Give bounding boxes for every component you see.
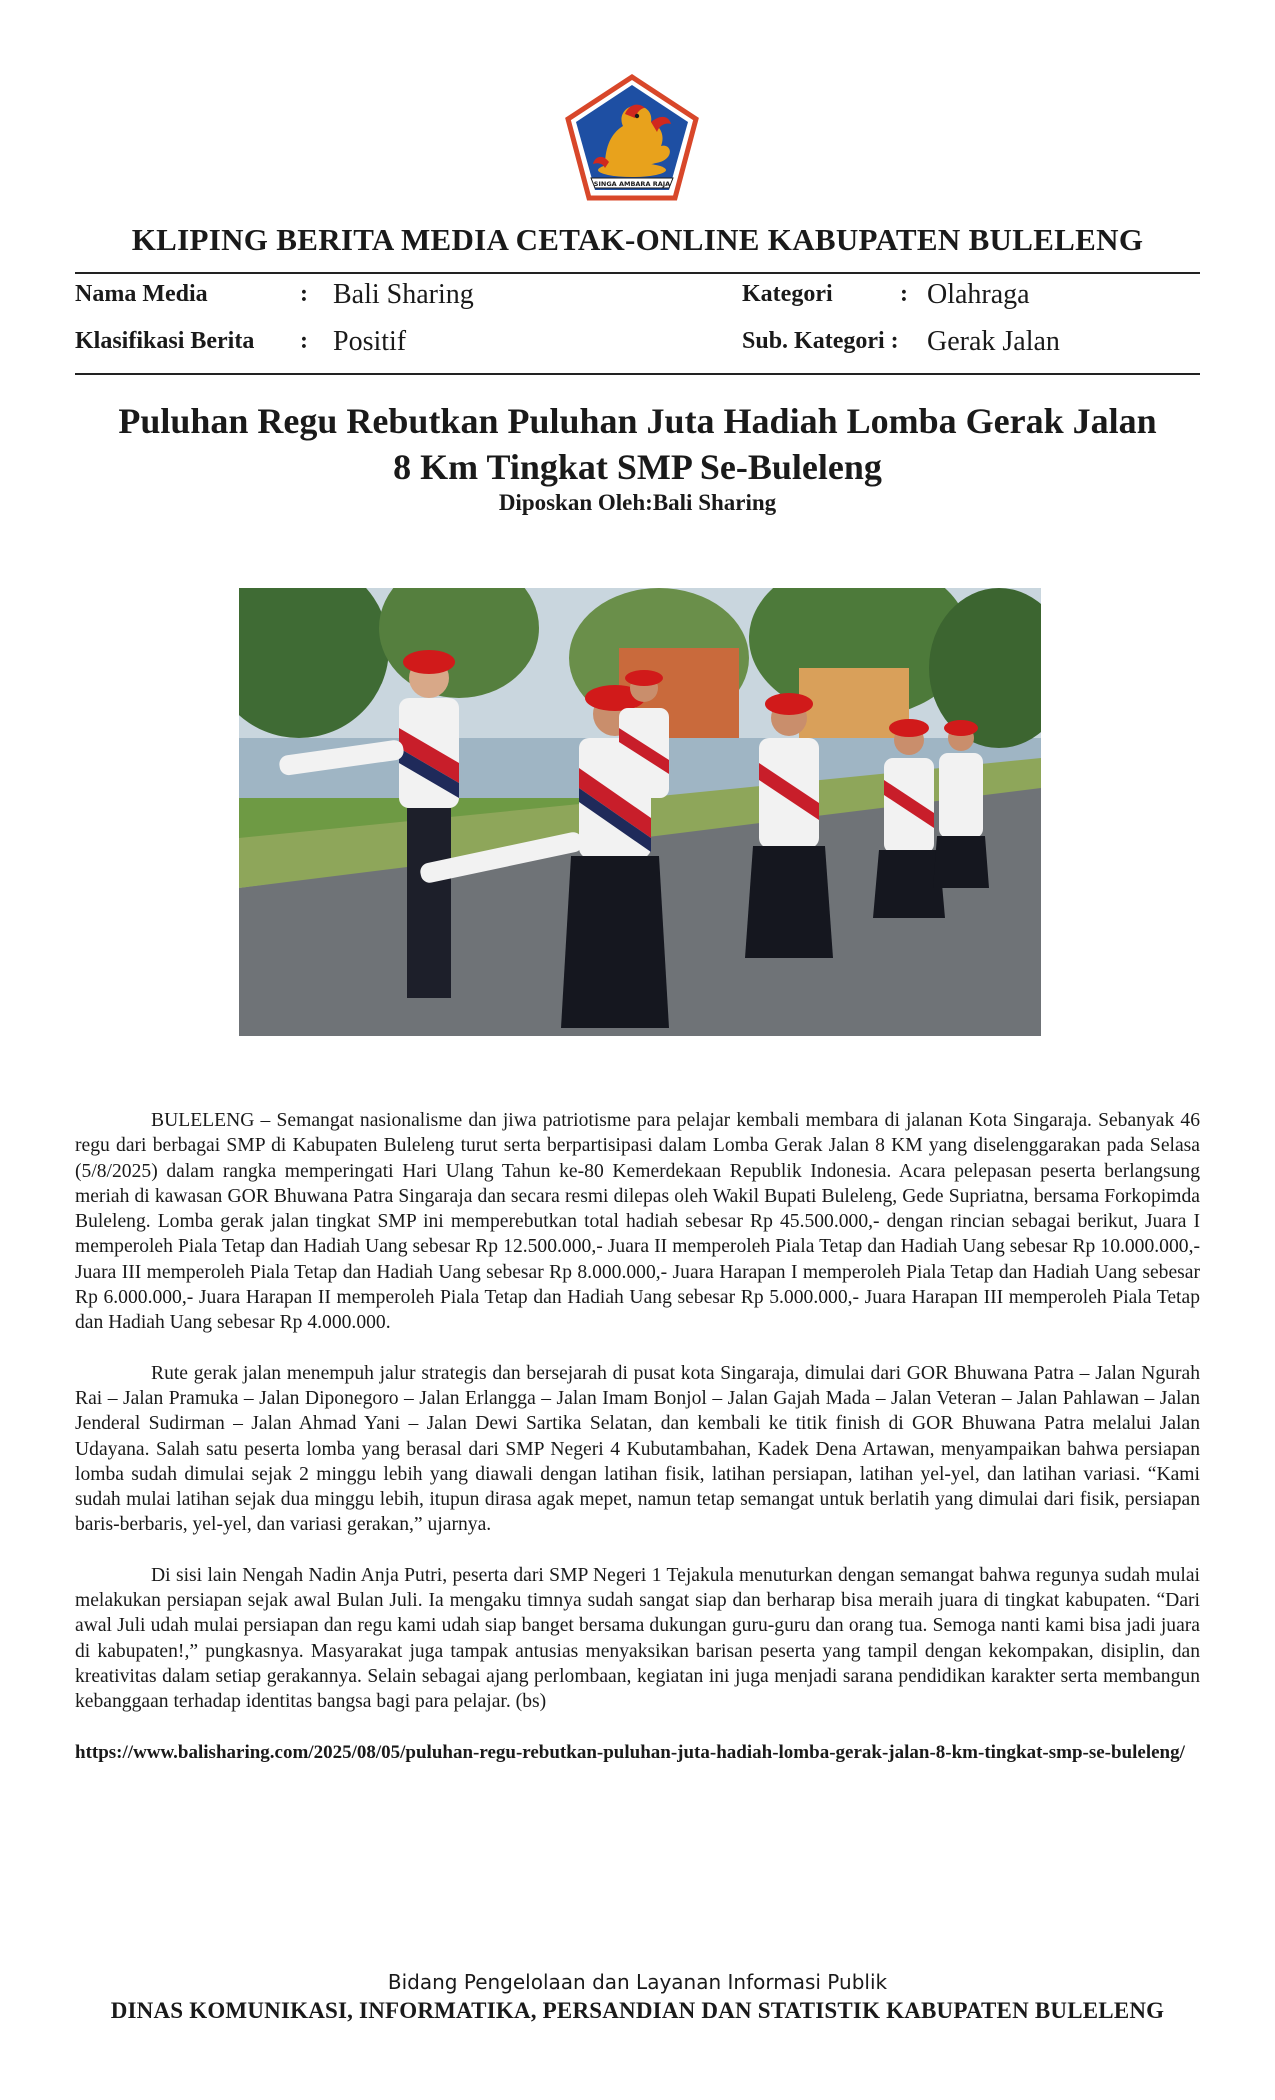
marching-students-photo (239, 588, 1041, 1036)
emblem-motto: SINGA AMBARA RAJA (593, 180, 671, 188)
category-label: Kategori (742, 281, 833, 307)
category-value: Olahraga (927, 279, 1030, 310)
headline-line-1: Puluhan Regu Rebutkan Puluhan Juta Hadiah Lomba Gerak Jalan (118, 401, 1157, 441)
subcategory-value: Gerak Jalan (927, 326, 1060, 357)
footer-division: Bidang Pengelolaan dan Layanan Informasi Publik (387, 1970, 888, 1994)
article-paragraph-1: BULELENG – Semangat nasionalisme dan jiwa patriotisme para pelajar kembali membara di jalanan Kota Singaraja. Sebanyak 46 regu dari berbagai SMP di Kabupaten Buleleng turut serta berpartisipasi dalam Lomba Gerak Jalan 8 KM yang diselenggarakan pada Selasa (5/8/2025) dalam rangka memperingati Hari Ulang Tahun ke-80 Kemerdekaan Republik Indonesia. Acara pelepasan peserta berlangsung meriah di kawasan GOR Bhuwana Patra Singaraja dan secara resmi dilepas oleh Wakil Bupati Buleleng, Gede Supriatna, bersama Forkopimda Buleleng. Lomba gerak jalan tingkat SMP ini memperebutkan total hadiah sebesar Rp 45.500.000,- dengan rincian sebagai berikut, Juara I memperoleh Piala Tetap dan Hadiah Uang sebesar Rp 12.500.000,- Juara II memperoleh Piala Tetap dan Hadiah Uang sebesar Rp 10.000.000,- Juara III memperoleh Piala Tetap dan Hadiah Uang sebesar Rp 8.000.000,- Juara Harapan I memperoleh Piala Tetap dan Hadiah Uang sebesar Rp 6.000.000,- Juara Harapan II memperoleh Piala Tetap dan Hadiah Uang sebesar Rp 5.000.000,- Juara Harapan III memperoleh Piala Tetap dan Hadiah Uang sebesar Rp 4.000.000. (75, 1110, 1200, 1334)
article-byline: Diposkan Oleh:Bali Sharing (498, 490, 777, 515)
media-value: Bali Sharing (333, 279, 474, 310)
article-body (75, 1108, 1200, 1765)
article-paragraph-2: Rute gerak jalan menempuh jalur strategis dan bersejarah di pusat kota Singaraja, dimulai dari GOR Bhuwana Patra – Jalan Ngurah Rai – Jalan Pramuka – Jalan Diponegoro – Jalan Erlangga – Jalan Imam Bonjol – Jalan Gajah Mada – Jalan Veteran – Jalan Pahlawan – Jalan Jenderal Sudirman – Jalan Ahmad Yani – Jalan Dewi Sartika Selatan, dan kembali ke titik finish di GOR Bhuwana Patra melalui Jalan Udayana. Salah satu peserta lomba yang berasal dari SMP Negeri 4 Kubutambahan, Kadek Dena Artawan, menyampaikan bahwa persiapan lomba sudah dimulai sejak 2 minggu lebih yang diawali dengan latihan fisik, latihan persiapan, latihan yel-yel, dan latihan variasi. “Kami sudah mulai latihan sejak dua minggu lebih, itupun dirasa agak mepet, namun tetap semangat untuk berlatih yang dimulai dari fisik, persiapan baris-berbaris, yel-yel, dan variasi gerakan,” ujarnya. (75, 1362, 1200, 1536)
clipping-title: KLIPING BERITA MEDIA CETAK-ONLINE KABUPATEN BULELENG (131, 222, 1144, 257)
classification-label: Klasifikasi Berita (75, 328, 255, 354)
headline-line-2: 8 Km Tingkat SMP Se-Buleleng (393, 447, 882, 487)
subcategory-label: Sub. Kategori : (742, 328, 899, 354)
classification-colon: : (300, 328, 308, 354)
footer-agency: DINAS KOMUNIKASI, INFORMATIKA, PERSANDIAN DAN STATISTIK KABUPATEN BULELENG (110, 1998, 1165, 2023)
article-paragraph-3: Di sisi lain Nengah Nadin Anja Putri, peserta dari SMP Negeri 1 Tejakula menuturkan dengan semangat bahwa regunya sudah mulai melakukan persiapan sejak awal Bulan Juli. Ia mengaku timnya sudah sangat siap dan berharap bisa meraih juara di tingkat kabupaten. “Dari awal Juli udah mulai persiapan dan regu kami udah siap banget bersama dukungan guru-guru dan orang tua. Semoga nanti kami bisa jadi juara di kabupaten!,” pungkasnya. Masyarakat juga tampak antusias menyaksikan barisan peserta yang tampil dengan kekompakan, disiplin, dan kreativitas dalam setiap gerakannya. Selain sebagai ajang perlombaan, kegiatan ini juga menjadi sarana pendidikan karakter serta membangun kebanggaan terhadap identitas bangsa bagi para pelajar. (bs) (75, 1564, 1200, 1713)
source-link[interactable]: https://www.balisharing.com/2025/08/05/puluhan-regu-rebutkan-puluhan-juta-hadiah-lomba-gerak-jalan-8-km-tingkat-smp-se-buleleng/ (75, 1741, 1185, 1763)
buleleng-emblem-icon (565, 74, 699, 202)
article-headline (100, 398, 1175, 490)
media-colon: : (300, 281, 308, 307)
header-divider-top (75, 272, 1200, 274)
category-colon: : (900, 281, 908, 307)
header-divider-bottom (75, 373, 1200, 375)
classification-value: Positif (333, 326, 407, 357)
media-label: Nama Media (75, 281, 208, 307)
